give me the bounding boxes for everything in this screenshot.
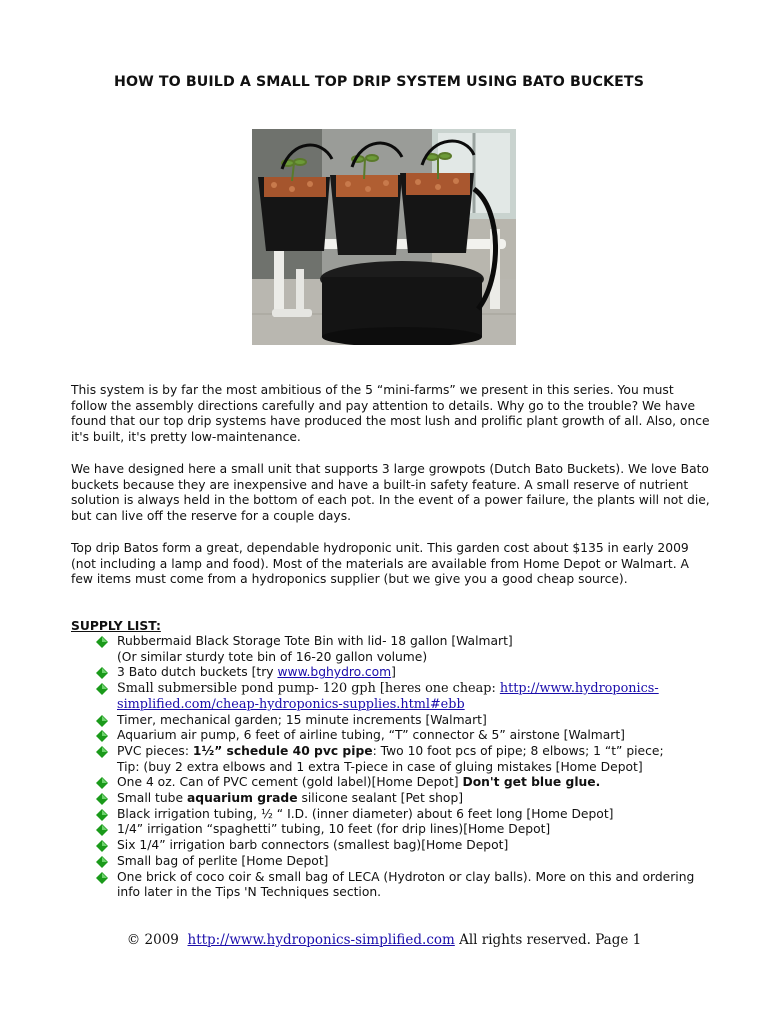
bghydro-link[interactable]: www.bghydro.com	[277, 665, 392, 680]
green-diamond-bullet-icon	[96, 777, 108, 789]
bato-bucket-photo	[252, 129, 516, 345]
list-item-text: Small tube	[117, 791, 187, 806]
list-item	[96, 728, 716, 744]
green-diamond-bullet-icon	[96, 667, 108, 679]
list-item-text: : Two 10 foot pcs of pipe; 8 elbows; 1 “t” piece;	[372, 743, 664, 758]
green-diamond-bullet-icon	[96, 840, 108, 852]
list-item-text: Rubbermaid Black Storage Tote Bin with lid- 18 gallon [Walmart]	[117, 634, 513, 648]
list-item	[96, 775, 716, 791]
intro-paragraph: This system is by far the most ambitious of the 5 “mini-farms” we present in this series. You must follow the assembly directions carefully and pay attention to details. Why go to the trouble? We have found that our top drip systems have produced the most lush and prolific plant growth of all. Also, once it's built, it's pretty low-maintenance.	[71, 383, 710, 445]
list-item-text: 3 Bato dutch buckets [try	[117, 665, 278, 680]
list-item	[96, 854, 716, 870]
list-item-text: One brick of coco coir & small bag of LECA (Hydroton or clay balls). More on this and ordering info later in the Tips 'N Techniques section.	[117, 869, 695, 900]
list-item-text: (Or similar sturdy tote bin of 16-20 gallon volume)	[117, 649, 428, 664]
supply-list-heading: SUPPLY LIST:	[71, 619, 161, 633]
list-item-text: Small submersible pond pump- 120 gph [heres one cheap:	[117, 681, 500, 697]
list-item	[96, 807, 716, 823]
list-item-text: PVC pieces:	[117, 743, 193, 758]
green-diamond-bullet-icon	[96, 730, 108, 742]
list-item	[96, 791, 716, 807]
green-diamond-bullet-icon	[96, 636, 108, 648]
list-item-text: Tip: (buy 2 extra elbows and 1 extra T-piece in case of gluing mistakes [Home Depot]	[117, 759, 643, 774]
green-diamond-bullet-icon	[96, 872, 108, 884]
footer-site-link[interactable]: http://www.hydroponics-simplified.com	[187, 932, 455, 948]
green-diamond-bullet-icon	[96, 793, 108, 805]
list-item-text: ]	[391, 665, 396, 680]
document-title: HOW TO BUILD A SMALL TOP DRIP SYSTEM USING BATO BUCKETS	[113, 74, 645, 90]
list-item-bold-text: 1½” schedule 40 pvc pipe	[192, 743, 373, 758]
list-item-text: Black irrigation tubing, ½ “ I.D. (inner diameter) about 6 feet long [Home Depot]	[117, 806, 614, 821]
list-item-bold-text: Don't get blue glue.	[462, 775, 601, 790]
list-item-text: silicone sealant [Pet shop]	[297, 791, 464, 806]
page-footer	[0, 932, 768, 948]
bato-buckets-paragraph: We have designed here a small unit that supports 3 large growpots (Dutch Bato Buckets). We love Bato buckets because they are inexpensive and have a built-in safety feature. A small reserve of nutrient solution is always held in the bottom of each pot. In the event of a power failure, the plants will not die, but can live off the reserve for a couple days.	[71, 462, 710, 524]
list-item	[96, 744, 716, 775]
green-diamond-bullet-icon	[96, 746, 108, 758]
list-item	[96, 870, 716, 901]
green-diamond-bullet-icon	[96, 683, 108, 695]
list-item-text: 1/4” irrigation “spaghetti” tubing, 10 feet (for drip lines)[Home Depot]	[117, 822, 551, 837]
list-item	[96, 681, 716, 712]
rights-text: All rights reserved. Page 1	[459, 932, 642, 948]
green-diamond-bullet-icon	[96, 715, 108, 727]
list-item	[96, 838, 716, 854]
list-item-bold-text: aquarium grade	[186, 791, 298, 806]
green-diamond-bullet-icon	[96, 824, 108, 836]
copyright-text: © 2009	[126, 932, 179, 948]
cheap-supplies-link[interactable]: http://www.hydroponics-	[499, 681, 659, 697]
list-item	[96, 822, 716, 838]
list-item	[96, 713, 716, 729]
list-item-text: Aquarium air pump, 6 feet of airline tubing, “T” connector & 5” airstone [Walmart]	[117, 728, 625, 743]
list-item-text: Six 1/4” irrigation barb connectors (smallest bag)[Home Depot]	[117, 838, 509, 853]
green-diamond-bullet-icon	[96, 856, 108, 868]
list-item-text: Small bag of perlite [Home Depot]	[117, 853, 329, 868]
supply-list	[96, 634, 716, 901]
list-item	[96, 634, 716, 665]
cost-paragraph: Top drip Batos form a great, dependable hydroponic unit. This garden cost about $135 in early 2009 (not including a lamp and food). Most of the materials are available from Home Depot or Walmart. A few items must come from a hydroponics supplier (but we give you a good cheap source).	[71, 541, 689, 587]
green-diamond-bullet-icon	[96, 809, 108, 821]
list-item-text: One 4 oz. Can of PVC cement (gold label)[Home Depot]	[117, 775, 463, 790]
list-item-text: Timer, mechanical garden; 15 minute increments [Walmart]	[117, 712, 487, 727]
list-item	[96, 665, 716, 681]
cheap-supplies-link-continued[interactable]: simplified.com/cheap-hydroponics-supplies.html#ebb	[117, 696, 465, 712]
